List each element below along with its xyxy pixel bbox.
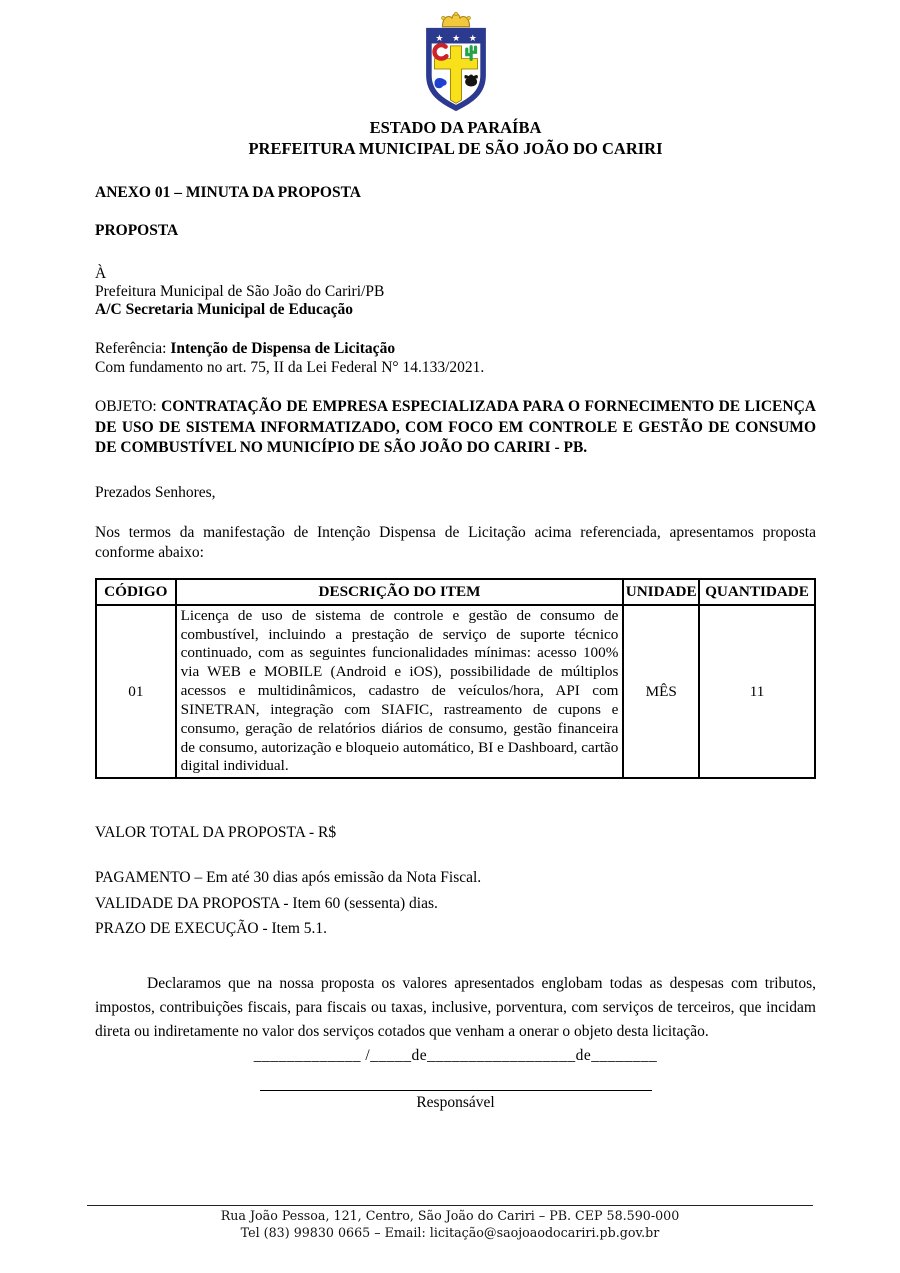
addressee-to: À [95,264,107,282]
star-icon: ★ [434,33,443,44]
items-table [95,578,816,779]
anexo-title: ANEXO 01 – MINUTA DA PROPOSTA [95,184,361,202]
pagamento-line: PAGAMENTO – Em até 30 dias após emissão da Nota Fiscal. [95,869,482,887]
document-footer [0,1205,900,1243]
fundamento-line: Com fundamento no art. 75, II da Lei Federal N° 14.133/2021. [95,359,485,377]
cell-codigo: 01 [96,605,176,779]
table-header-row [96,579,815,605]
cell-unidade: MÊS [623,605,699,779]
prazo-line: PRAZO DE EXECUÇÃO - Item 5.1. [95,919,328,937]
signature-rule [260,1090,652,1091]
signature-date-line: _____________ /_____de__________________de________ [253,1046,658,1064]
objeto-label: OBJETO: [95,398,162,416]
org-name-line1: ESTADO DA PARAÍBA [369,118,542,138]
addressee-line2: A/C Secretaria Municipal de Educação [95,301,354,319]
validade-line: VALIDADE DA PROPOSTA - Item 60 (sessenta) dias. [95,894,438,912]
referencia-label: Referência: [95,339,171,357]
crown-jewel [466,16,470,20]
objeto-paragraph [95,397,816,458]
column-header-unidade: UNIDADE [623,579,699,605]
addressee-block [95,265,816,320]
coat-of-arms-icon [416,10,496,112]
declaration-paragraph: Declaramos que na nossa proposta os valores apresentados englobam todas as despesas com tributos, impostos, contribuições fiscais, para fiscais ou taxas, inclusive, porventura, com serviços de terceiros, que incidam direta ou indiretamente no valor dos serviços cotados que venham a onerar o objeto desta licitação. [95,974,816,1040]
bull-head-icon [465,77,477,87]
cell-quantidade: 11 [699,605,815,779]
objeto-value: CONTRATAÇÃO DE EMPRESA ESPECIALIZADA PARA O FORNECIMENTO DE LICENÇA DE USO DE SISTEMA INFORMATIZADO, COM FOCO EM CONTROLE E GESTÃO DE CONSUMO DE COMBUSTÍVEL NO MUNICÍPIO DE SÃO JOÃO DO CARIRI - PB. [95,398,816,457]
footer-divider [87,1205,813,1206]
signature-responsible-label: Responsável [416,1093,495,1111]
column-header-quantidade: QUANTIDADE [699,579,815,605]
crown-jewel [441,16,445,20]
org-name-line2: PREFEITURA MUNICIPAL DE SÃO JOÃO DO CARIRI [248,138,663,158]
document-header [95,10,816,159]
salutation: Prezados Senhores, [95,483,216,501]
column-header-descricao: DESCRIÇÃO DO ITEM [176,579,624,605]
addressee-line1: Prefeitura Municipal de São João do Cariri/PB [95,282,385,300]
reference-block [95,339,816,379]
star-icon: ★ [451,33,460,44]
intro-paragraph: Nos termos da manifestação de Intenção Dispensa de Licitação acima referenciada, apresentamos proposta conforme abaixo: [95,523,816,561]
proposta-label: PROPOSTA [95,221,179,239]
valor-total-line: VALOR TOTAL DA PROPOSTA - R$ [95,824,337,842]
referencia-value: Intenção de Dispensa de Licitação [170,339,396,357]
footer-address: Rua João Pessoa, 121, Centro, São João do Cariri – PB. CEP 58.590-000 [220,1209,680,1224]
star-icon: ★ [468,33,477,44]
footer-contact: Tel (83) 99830 0665 – Email: licitação@saojoaodocariri.pb.gov.br [240,1225,660,1241]
table-row [96,605,815,779]
cell-descricao: Licença de uso de sistema de controle e gestão de consumo de combustível, incluindo a prestação de serviço de suporte técnico continuado, com as seguintes funcionalidades mínimas: acesso 100% via WEB e MOBILE (Android e iOS), possibilidade de múltiplos acessos e multidinâmicos, cadastro de veículos/hora, API com SINETRAN, integração com SIAFIC, rastreamento de cupons e consumo, geração de relatórios diários de consumo, gestão financeira de consumo, autorização e bloqueio automático, BI e Dashboard, cartão digital individual. [176,605,624,779]
column-header-codigo: CÓDIGO [96,579,176,605]
referencia-line [95,339,816,359]
terms-block [95,865,816,940]
crown-jewel [454,12,458,16]
